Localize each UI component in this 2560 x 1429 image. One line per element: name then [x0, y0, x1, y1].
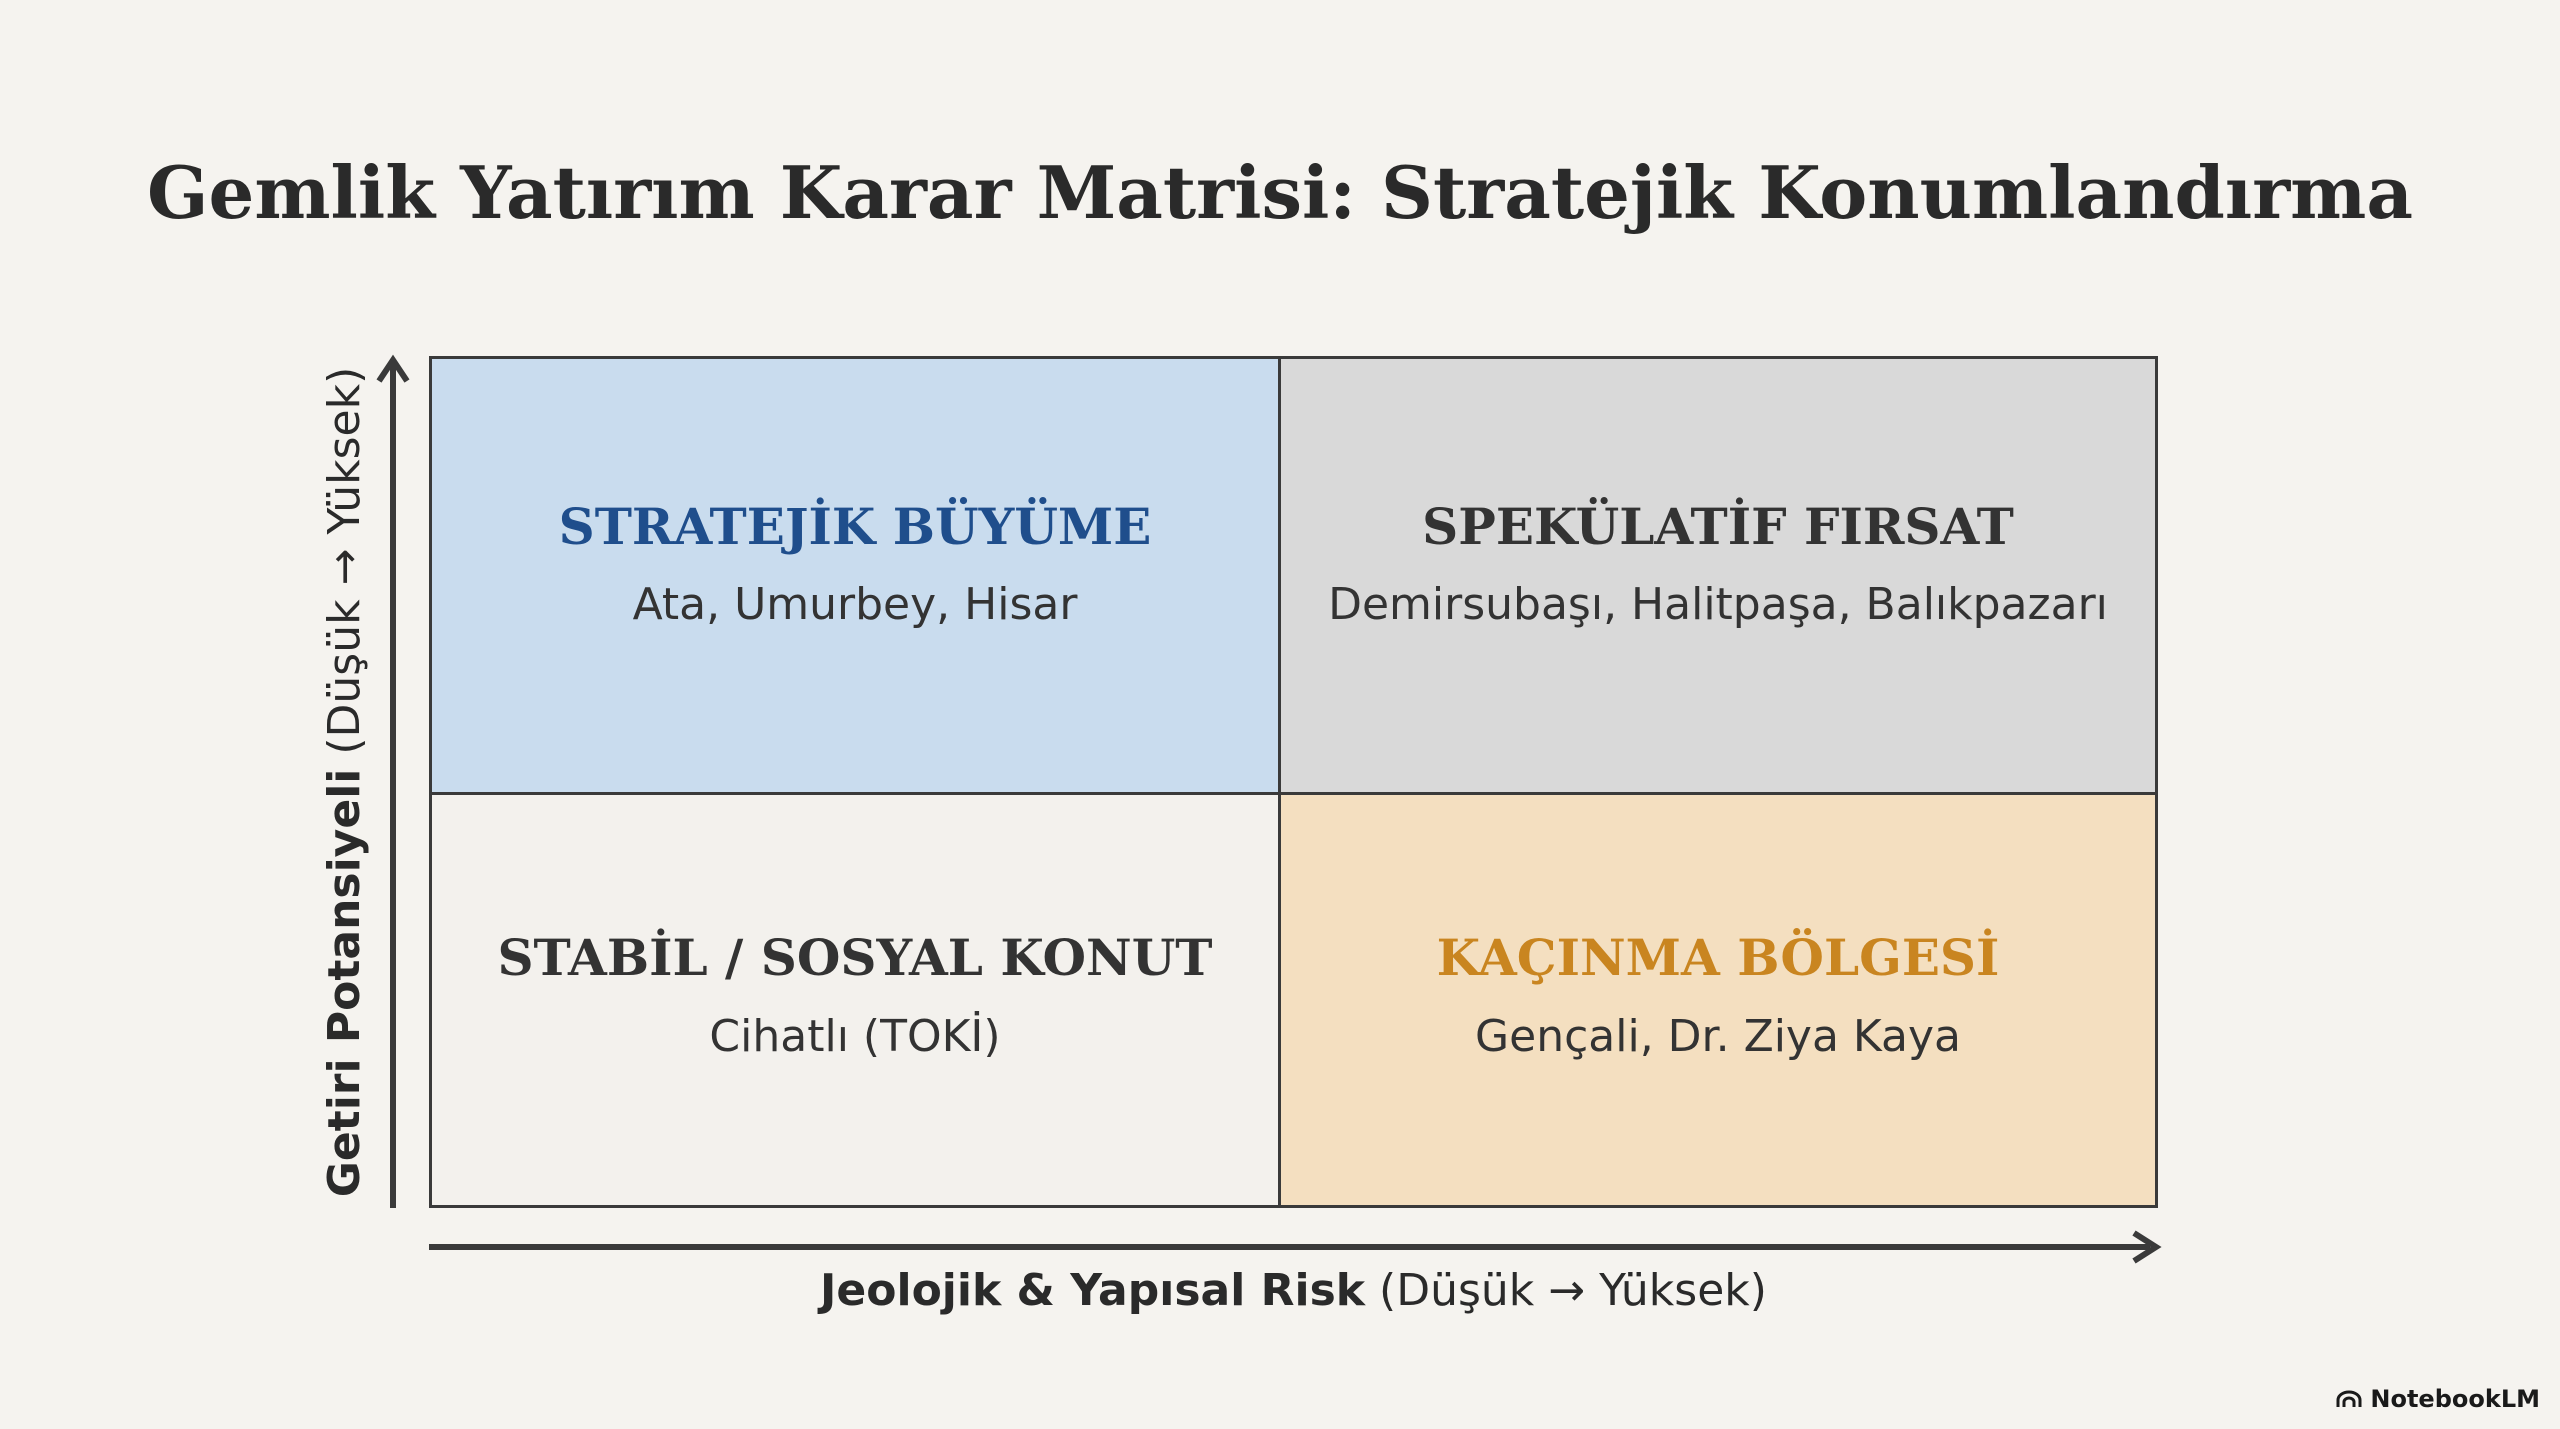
- quadrant-title: STRATEJİK BÜYÜME: [558, 497, 1152, 556]
- quadrant-title: STABİL / SOSYAL KONUT: [497, 928, 1213, 987]
- quadrant-strategic-growth: [432, 359, 1281, 795]
- quadrant-stable-social-housing: [432, 795, 1281, 1205]
- quadrant-items: Ata, Umurbey, Hisar: [632, 579, 1078, 630]
- x-axis-label: [429, 1265, 2158, 1316]
- quadrant-speculative-opportunity: [1281, 359, 2155, 795]
- brand-name: NotebookLM: [2370, 1385, 2540, 1413]
- x-axis-arrow: [429, 1233, 2156, 1261]
- x-axis-label-main: Jeolojik & Yapısal Risk: [820, 1265, 1366, 1316]
- y-axis-label: [315, 332, 375, 1232]
- notebooklm-logo-icon: [2336, 1390, 2362, 1408]
- y-axis-label-range: (Düşük → Yüksek): [319, 366, 370, 755]
- decision-matrix: [429, 356, 2158, 1208]
- quadrant-title: SPEKÜLATİF FIRSAT: [1422, 497, 2014, 556]
- quadrant-items: Cihatlı (TOKİ): [709, 1011, 1001, 1062]
- x-axis-label-range: (Düşük → Yüksek): [1379, 1265, 1767, 1316]
- y-axis-label-main: Getiri Potansiyeli: [319, 768, 370, 1198]
- quadrant-title: KAÇINMA BÖLGESİ: [1436, 928, 2000, 987]
- quadrant-items: Demirsubaşı, Halitpaşa, Balıkpazarı: [1328, 579, 2108, 630]
- y-axis-arrow: [379, 360, 407, 1208]
- quadrant-avoidance-zone: [1281, 795, 2155, 1205]
- quadrant-items: Gençali, Dr. Ziya Kaya: [1475, 1011, 1961, 1062]
- page-title: Gemlik Yatırım Karar Matrisi: Stratejik Konumlandırma: [147, 150, 2413, 235]
- notebooklm-watermark: [2336, 1385, 2540, 1413]
